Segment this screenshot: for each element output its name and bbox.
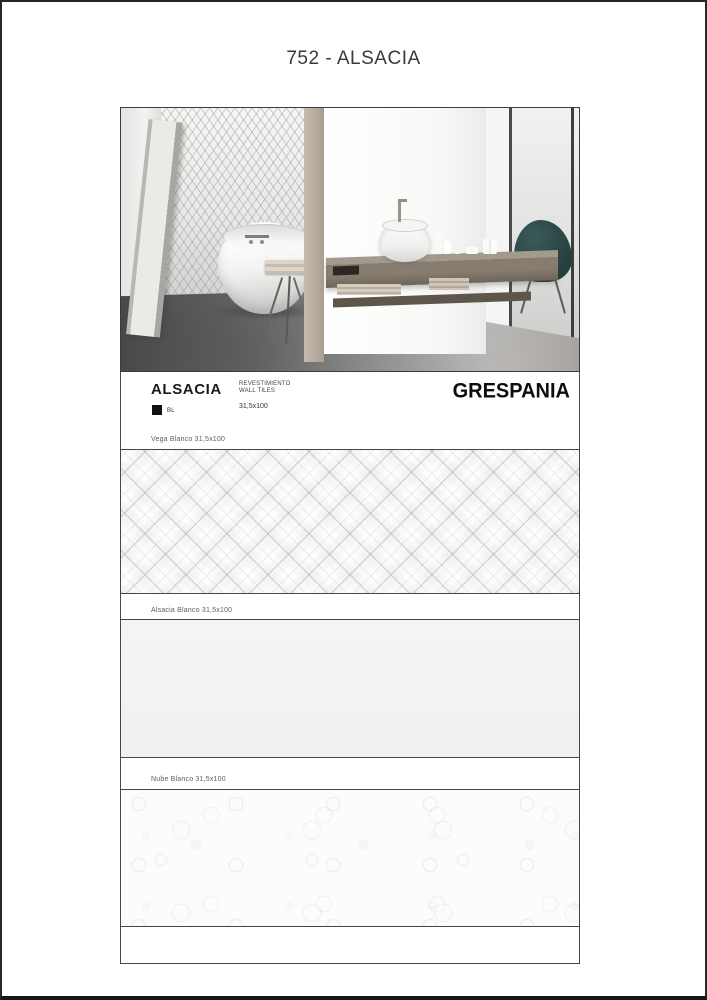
content-column	[120, 107, 580, 964]
series-name: ALSACIA	[151, 381, 222, 398]
category-line-es: REVESTIMIENTO	[239, 381, 291, 387]
tile-sample-plain	[120, 619, 580, 758]
sample-label-row	[120, 429, 580, 449]
footer-empty-box	[120, 927, 580, 964]
sample-label-row	[120, 602, 580, 619]
category-line-en: WALL TILES	[239, 388, 276, 394]
sample-label: Alsacia Blanco 31,5x100	[151, 607, 233, 614]
sample-label: Vega Blanco 31,5x100	[151, 435, 226, 443]
color-swatch-label: BL	[167, 408, 175, 414]
spacer	[120, 594, 580, 602]
category-block	[239, 381, 291, 395]
tub-faucet-knob	[260, 240, 264, 244]
tub-faucet	[245, 235, 269, 238]
brand-logo: GRESPANIA	[452, 379, 570, 403]
soap-dish	[466, 247, 478, 254]
beige-pilaster	[304, 108, 324, 362]
sample-label-row	[120, 770, 580, 789]
bottle	[444, 241, 451, 254]
vanity-recess	[333, 266, 359, 276]
sink-rim	[382, 219, 428, 232]
page-title: 752 - ALSACIA	[286, 48, 421, 69]
spacer	[120, 758, 580, 770]
sink-faucet	[398, 200, 401, 222]
color-swatch	[152, 405, 162, 415]
window-mullion	[571, 108, 574, 346]
product-info-bar	[120, 372, 580, 429]
vanity-towels	[337, 284, 401, 295]
vanity-towels	[429, 278, 469, 290]
tile-sample-hexagon	[120, 789, 580, 927]
tub-faucet-knob	[249, 240, 253, 244]
sink-faucet-spout	[398, 199, 407, 202]
bottle	[454, 241, 461, 254]
bathroom-photo	[120, 107, 580, 372]
bottle	[437, 232, 441, 254]
sample-label: Nube Blanco 31,5x100	[151, 776, 226, 783]
tile-format: 31,5x100	[239, 403, 268, 410]
tile-sample-quilted	[120, 449, 580, 594]
bathroom-accessories	[483, 239, 497, 254]
